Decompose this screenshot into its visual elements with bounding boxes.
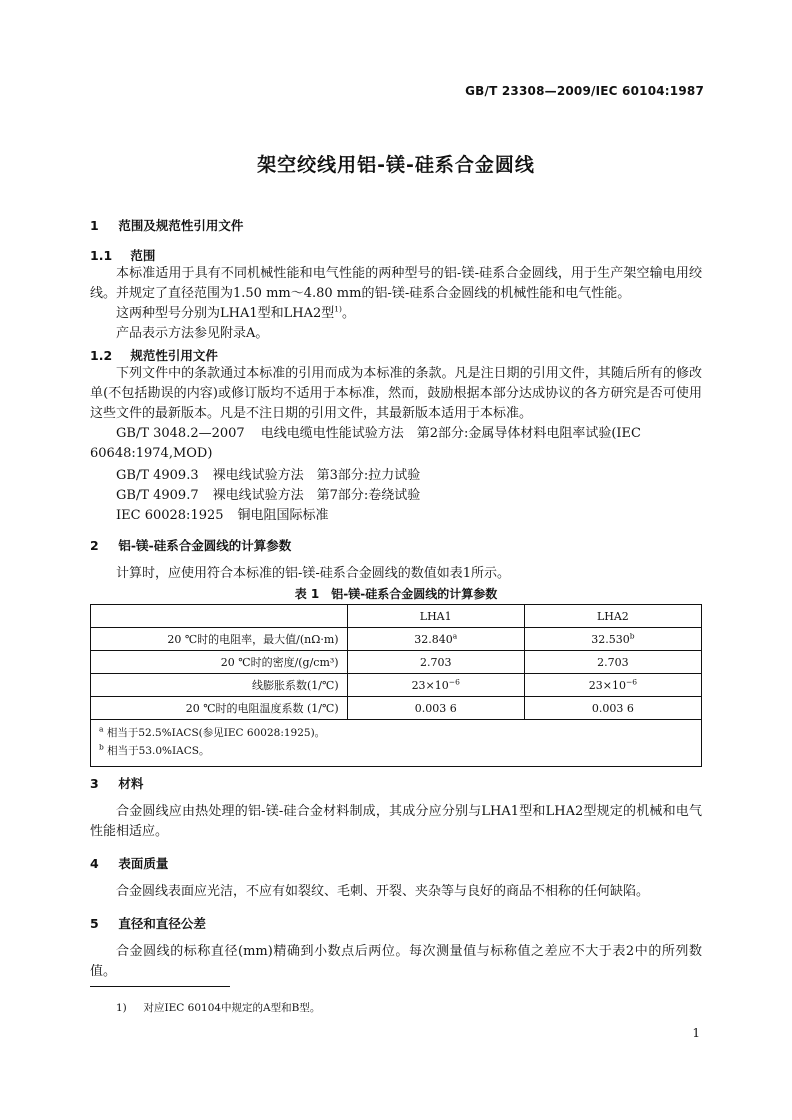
- table-header-cell: LHA2: [524, 605, 701, 628]
- table-row: [91, 651, 702, 674]
- table-row: [91, 628, 702, 651]
- footnote-ref: 1): [334, 304, 342, 314]
- table-header-cell: [91, 605, 348, 628]
- types-text: 这两种型号分别为LHA1型和LHA2型: [116, 306, 335, 321]
- lha1-value: 0.003 6: [347, 697, 524, 720]
- scope-paragraph: 本标准适用于具有不同机械性能和电气性能的两种型号的铝-镁-硅系合金圆线，用于生产架空输电用绞线。并规定了直径范围为1.50 mm～4.80 mm的铝-镁-硅系合金圆线的机械性能和电气性能。: [90, 266, 702, 301]
- calc-paragraph: 计算时，应使用符合本标准的铝-镁-硅系合金圆线的数值如表1所示。: [116, 566, 511, 581]
- section-1-2-heading: [90, 346, 218, 364]
- lha2-value: 0.003 6: [524, 697, 701, 720]
- reference-item: [90, 424, 702, 464]
- diameter-paragraph: 合金圆线的标称直径(mm)精确到小数点后两位。每次测量值与标称值之差应不大于表2中的所列数值。: [90, 944, 702, 979]
- normative-refs-paragraph: 下列文件中的条款通过本标准的引用而成为本标准的条款。凡是注日期的引用文件，其随后所有的修改单(不包括勘误的内容)或修订版均不适用于本标准，然而，鼓励根据本部分达成协议的各方研究是否可使用这些文件的最新版本。凡是不注日期的引用文件，其最新版本适用于本标准。: [90, 366, 702, 421]
- section-number: 3: [90, 776, 99, 791]
- section-5-heading: [90, 914, 206, 932]
- reference-item: [116, 484, 420, 503]
- row-label: 20 ℃时的电阻温度系数 (1/℃): [91, 697, 348, 720]
- section-number: 4: [90, 856, 99, 871]
- surface-paragraph: 合金圆线表面应光洁，不应有如裂纹、毛刺、开裂、夹杂等与良好的商品不相称的任何缺陷。: [116, 884, 650, 899]
- reference-title: 电线电缆电性能试验方法 第2部分:金属导体材料电阻率试验(IEC 60648:1974,MOD): [90, 426, 641, 461]
- reference-title: 裸电线试验方法 第3部分:拉力试验: [212, 468, 421, 483]
- section-number: 2: [90, 538, 99, 553]
- reference-title: 裸电线试验方法 第7部分:卷绕试验: [212, 488, 421, 503]
- document-title: 架空绞线用铝-镁-硅系合金圆线: [257, 154, 535, 176]
- reference-code: GB/T 3048.2—2007: [116, 426, 245, 441]
- table-caption: 表 1 铝-镁-硅系合金圆线的计算参数: [294, 587, 498, 601]
- section-number: 1: [90, 218, 99, 233]
- standard-code: GB/T 23308—2009/IEC 60104:1987: [465, 84, 704, 98]
- footnote-divider: [90, 986, 230, 987]
- section-2-heading: [90, 536, 291, 554]
- row-label: 20 ℃时的电阻率，最大值/(nΩ·m): [91, 628, 348, 651]
- page-number: 1: [692, 1026, 700, 1040]
- lha1-value: 32.840$^a$: [347, 628, 524, 651]
- types-end: 。: [341, 306, 355, 321]
- row-label: 线膨胀系数(1/℃): [91, 674, 348, 697]
- material-paragraph: 合金圆线应由热处理的铝-镁-硅合金材料制成，其成分应分别与LHA1型和LHA2型规定的机械和电气性能相适应。: [90, 804, 702, 839]
- section-title: 范围及规范性引用文件: [118, 218, 244, 233]
- reference-code: GB/T 4909.3: [116, 468, 199, 483]
- footnote-text: 对应IEC 60104中规定的A型和B型。: [143, 1002, 321, 1014]
- footnote: [116, 1000, 320, 1015]
- reference-code: GB/T 4909.7: [116, 488, 199, 503]
- table-row: [91, 674, 702, 697]
- lha2-value: $23\times 10^{-6}$: [524, 674, 701, 697]
- reference-item: [116, 504, 329, 523]
- types-paragraph: [90, 304, 702, 324]
- table-notes: [91, 720, 702, 767]
- reference-item: [116, 464, 420, 483]
- table-header-row: [91, 605, 702, 628]
- lha2-value: 2.703: [524, 651, 701, 674]
- lha2-value: 32.530$^b$: [524, 628, 701, 651]
- lha1-value: $23\times 10^{-6}$: [347, 674, 524, 697]
- section-title: 直径和直径公差: [118, 916, 206, 931]
- section-title: 铝-镁-硅系合金圆线的计算参数: [118, 538, 292, 553]
- annex-paragraph: 产品表示方法参见附录A。: [116, 326, 269, 341]
- table-notes-row: [91, 720, 702, 767]
- section-3-heading: [90, 774, 143, 792]
- reference-title: 铜电阻国际标准: [237, 508, 329, 523]
- section-1-heading: [90, 216, 243, 234]
- table-note: $^b$ 相当于53.0%IACS。: [99, 742, 210, 757]
- section-title: 表面质量: [118, 856, 169, 871]
- section-title: 规范性引用文件: [130, 348, 218, 363]
- section-4-heading: [90, 854, 168, 872]
- parameter-table: [90, 604, 702, 767]
- section-title: 范围: [130, 248, 156, 263]
- section-number: 5: [90, 916, 99, 931]
- section-number: 1.1: [90, 248, 113, 263]
- footnote-mark: 1): [116, 1002, 127, 1014]
- section-title: 材料: [118, 776, 144, 791]
- table-header-cell: LHA1: [347, 605, 524, 628]
- row-label: 20 ℃时的密度/(g/cm³): [91, 651, 348, 674]
- lha1-value: 2.703: [347, 651, 524, 674]
- table-row: [91, 697, 702, 720]
- section-1-1-heading: [90, 246, 155, 264]
- section-number: 1.2: [90, 348, 113, 363]
- reference-code: IEC 60028:1925: [116, 508, 224, 523]
- table-note: $^a$ 相当于52.5%IACS(参见IEC 60028:1925)。: [99, 724, 326, 739]
